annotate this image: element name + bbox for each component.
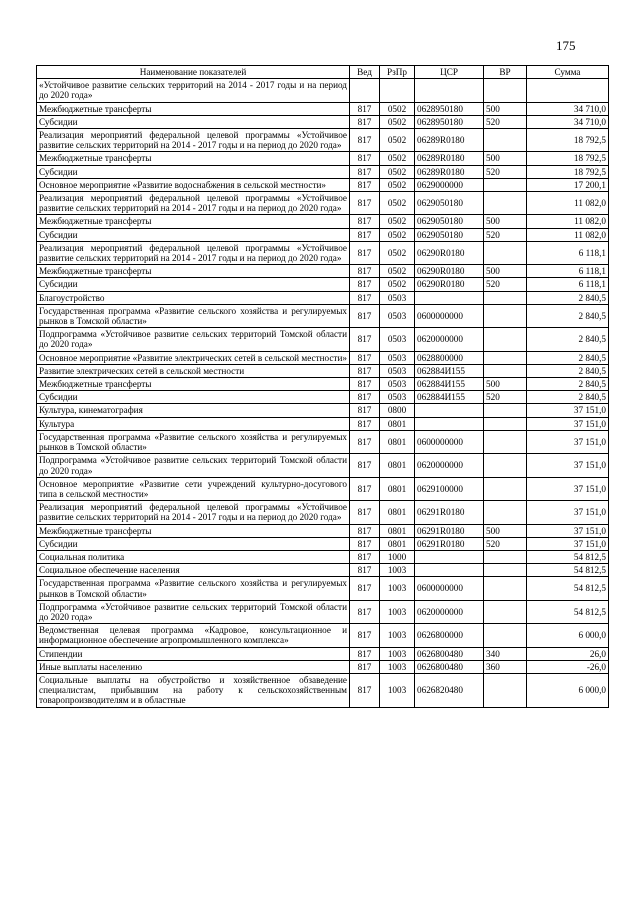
cell-ved: 817 xyxy=(350,115,380,128)
cell-vr xyxy=(484,192,527,215)
cell-sum: 37 151,0 xyxy=(527,417,609,430)
cell-vr: 500 xyxy=(484,102,527,115)
column-header-vr: ВР xyxy=(484,66,527,79)
cell-vr xyxy=(484,501,527,524)
table-row xyxy=(37,477,609,500)
cell-ved: 817 xyxy=(350,165,380,178)
cell-csr: 0629050180 xyxy=(415,215,484,228)
cell-ved: 817 xyxy=(350,430,380,453)
column-header-rzpr: РзПр xyxy=(380,66,415,79)
cell-sum: 6 118,1 xyxy=(527,278,609,291)
cell-ved xyxy=(350,79,380,102)
cell-vr xyxy=(484,430,527,453)
cell-name: Культура, кинематография xyxy=(37,404,350,417)
cell-vr xyxy=(484,328,527,351)
table-row xyxy=(37,192,609,215)
cell-name: Субсидии xyxy=(37,537,350,550)
cell-csr: 0626800000 xyxy=(415,624,484,647)
cell-csr: 0620000000 xyxy=(415,454,484,477)
cell-sum: 2 840,5 xyxy=(527,291,609,304)
cell-csr xyxy=(415,404,484,417)
cell-csr: 0600000000 xyxy=(415,430,484,453)
table-row xyxy=(37,624,609,647)
cell-rzpr: 0801 xyxy=(380,430,415,453)
cell-vr xyxy=(484,550,527,563)
cell-csr: 062884И155 xyxy=(415,364,484,377)
cell-csr: 06290R0180 xyxy=(415,241,484,264)
table-row xyxy=(37,278,609,291)
cell-vr xyxy=(484,304,527,327)
cell-sum: 17 200,1 xyxy=(527,178,609,191)
cell-ved: 817 xyxy=(350,564,380,577)
cell-name: «Устойчивое развитие сельских территорий на 2014 - 2017 годы и на период до 2020 года» xyxy=(37,79,350,102)
cell-sum: 54 812,5 xyxy=(527,600,609,623)
table-row xyxy=(37,165,609,178)
cell-rzpr: 0502 xyxy=(380,215,415,228)
cell-rzpr: 0502 xyxy=(380,129,415,152)
cell-sum: 2 840,5 xyxy=(527,378,609,391)
table-row xyxy=(37,291,609,304)
cell-vr: 520 xyxy=(484,165,527,178)
cell-sum: 18 792,5 xyxy=(527,152,609,165)
cell-sum: 6 000,0 xyxy=(527,624,609,647)
table-row xyxy=(37,265,609,278)
cell-vr: 500 xyxy=(484,524,527,537)
table-row xyxy=(37,129,609,152)
cell-sum: 6 118,1 xyxy=(527,265,609,278)
cell-sum: 6 118,1 xyxy=(527,241,609,264)
table-row xyxy=(37,351,609,364)
cell-sum: 11 082,0 xyxy=(527,192,609,215)
table-row xyxy=(37,241,609,264)
cell-rzpr: 0503 xyxy=(380,364,415,377)
cell-rzpr: 1003 xyxy=(380,564,415,577)
cell-vr xyxy=(484,241,527,264)
cell-csr: 062884И155 xyxy=(415,391,484,404)
cell-name: Реализация мероприятий федеральной целевой программы «Устойчивое развитие сельских территорий на 2014 - 2017 годы и на период до 2020 года» xyxy=(37,501,350,524)
table-row xyxy=(37,550,609,563)
cell-rzpr: 0502 xyxy=(380,178,415,191)
cell-csr: 0600000000 xyxy=(415,577,484,600)
cell-name: Основное мероприятие «Развитие сети учреждений культурно-досугового типа в сельской местности» xyxy=(37,477,350,500)
column-header-csr: ЦСР xyxy=(415,66,484,79)
cell-csr xyxy=(415,417,484,430)
cell-name: Социальные выплаты на обустройство и хозяйственное обзаведение специалистам, прибывшим на работу к сельскохозяйственным товаропроизводителям и в областные xyxy=(37,673,350,707)
cell-name: Социальное обеспечение населения xyxy=(37,564,350,577)
cell-name: Государственная программа «Развитие сельского хозяйства и регулируемых рынков в Томской области» xyxy=(37,430,350,453)
cell-sum: 2 840,5 xyxy=(527,351,609,364)
cell-name: Основное мероприятие «Развитие электрических сетей в сельской местности» xyxy=(37,351,350,364)
cell-csr: 0629100000 xyxy=(415,477,484,500)
cell-rzpr: 1003 xyxy=(380,624,415,647)
cell-sum: 54 812,5 xyxy=(527,577,609,600)
cell-sum: 37 151,0 xyxy=(527,537,609,550)
cell-sum: 26,0 xyxy=(527,647,609,660)
table-row xyxy=(37,454,609,477)
column-header-sum: Сумма xyxy=(527,66,609,79)
table-row xyxy=(37,228,609,241)
cell-rzpr: 0801 xyxy=(380,417,415,430)
cell-rzpr: 0502 xyxy=(380,152,415,165)
cell-sum: 37 151,0 xyxy=(527,524,609,537)
cell-ved: 817 xyxy=(350,660,380,673)
cell-ved: 817 xyxy=(350,129,380,152)
cell-ved: 817 xyxy=(350,304,380,327)
cell-csr: 0628950180 xyxy=(415,115,484,128)
cell-rzpr: 1003 xyxy=(380,577,415,600)
cell-name: Стипендии xyxy=(37,647,350,660)
cell-rzpr: 0801 xyxy=(380,454,415,477)
cell-csr: 06289R0180 xyxy=(415,165,484,178)
cell-ved: 817 xyxy=(350,178,380,191)
header-row xyxy=(37,66,609,79)
cell-name: Межбюджетные трансферты xyxy=(37,265,350,278)
cell-vr xyxy=(484,564,527,577)
cell-ved: 817 xyxy=(350,391,380,404)
page-number: 175 xyxy=(556,38,576,53)
cell-rzpr: 1003 xyxy=(380,600,415,623)
cell-ved: 817 xyxy=(350,351,380,364)
cell-name: Межбюджетные трансферты xyxy=(37,524,350,537)
cell-ved: 817 xyxy=(350,378,380,391)
cell-name: Межбюджетные трансферты xyxy=(37,152,350,165)
cell-ved: 817 xyxy=(350,600,380,623)
cell-ved: 817 xyxy=(350,241,380,264)
cell-rzpr: 0502 xyxy=(380,102,415,115)
cell-rzpr: 0502 xyxy=(380,165,415,178)
cell-csr xyxy=(415,291,484,304)
table-row xyxy=(37,537,609,550)
table-body xyxy=(37,79,609,707)
cell-ved: 817 xyxy=(350,364,380,377)
cell-vr xyxy=(484,178,527,191)
cell-name: Межбюджетные трансферты xyxy=(37,215,350,228)
cell-name: Подпрограмма «Устойчивое развитие сельских территорий Томской области до 2020 года» xyxy=(37,600,350,623)
cell-rzpr: 0502 xyxy=(380,265,415,278)
cell-name: Межбюджетные трансферты xyxy=(37,378,350,391)
cell-csr: 06289R0180 xyxy=(415,152,484,165)
cell-vr: 520 xyxy=(484,278,527,291)
cell-name: Межбюджетные трансферты xyxy=(37,102,350,115)
cell-rzpr: 0503 xyxy=(380,291,415,304)
cell-csr: 0629000000 xyxy=(415,178,484,191)
cell-vr: 500 xyxy=(484,152,527,165)
table-header xyxy=(37,66,609,79)
cell-csr: 06291R0180 xyxy=(415,501,484,524)
cell-csr: 0626800480 xyxy=(415,660,484,673)
cell-csr: 06289R0180 xyxy=(415,129,484,152)
cell-rzpr: 0502 xyxy=(380,278,415,291)
cell-name: Социальная политика xyxy=(37,550,350,563)
cell-vr: 360 xyxy=(484,660,527,673)
cell-sum: 37 151,0 xyxy=(527,430,609,453)
cell-vr xyxy=(484,417,527,430)
cell-rzpr: 1003 xyxy=(380,660,415,673)
cell-rzpr: 0801 xyxy=(380,501,415,524)
table-row xyxy=(37,215,609,228)
cell-name: Реализация мероприятий федеральной целевой программы «Устойчивое развитие сельских территорий на 2014 - 2017 годы и на период до 2020 года» xyxy=(37,129,350,152)
cell-rzpr: 0502 xyxy=(380,115,415,128)
cell-ved: 817 xyxy=(350,477,380,500)
cell-ved: 817 xyxy=(350,501,380,524)
cell-sum: 6 000,0 xyxy=(527,673,609,707)
cell-csr: 0620000000 xyxy=(415,600,484,623)
cell-rzpr: 0502 xyxy=(380,241,415,264)
cell-rzpr: 0503 xyxy=(380,391,415,404)
cell-rzpr: 1003 xyxy=(380,647,415,660)
cell-csr: 0629050180 xyxy=(415,228,484,241)
cell-sum: 54 812,5 xyxy=(527,564,609,577)
cell-ved: 817 xyxy=(350,454,380,477)
cell-csr xyxy=(415,79,484,102)
cell-ved: 817 xyxy=(350,328,380,351)
cell-sum: 2 840,5 xyxy=(527,364,609,377)
cell-rzpr: 0503 xyxy=(380,328,415,351)
cell-name: Государственная программа «Развитие сельского хозяйства и регулируемых рынков в Томской области» xyxy=(37,304,350,327)
cell-sum: 11 082,0 xyxy=(527,215,609,228)
cell-rzpr: 0801 xyxy=(380,524,415,537)
table-row xyxy=(37,364,609,377)
cell-name: Подпрограмма «Устойчивое развитие сельских территорий Томской области до 2020 года» xyxy=(37,454,350,477)
cell-sum: 18 792,5 xyxy=(527,165,609,178)
table-row xyxy=(37,115,609,128)
cell-sum: 2 840,5 xyxy=(527,391,609,404)
table-row xyxy=(37,79,609,102)
cell-rzpr: 0801 xyxy=(380,537,415,550)
cell-csr: 0628950180 xyxy=(415,102,484,115)
cell-sum: 54 812,5 xyxy=(527,550,609,563)
cell-ved: 817 xyxy=(350,577,380,600)
cell-vr xyxy=(484,364,527,377)
cell-vr xyxy=(484,291,527,304)
cell-rzpr: 0503 xyxy=(380,351,415,364)
cell-csr: 0628800000 xyxy=(415,351,484,364)
table-row xyxy=(37,660,609,673)
table-row xyxy=(37,524,609,537)
table-row xyxy=(37,647,609,660)
cell-name: Субсидии xyxy=(37,165,350,178)
cell-sum: 2 840,5 xyxy=(527,304,609,327)
cell-sum: 37 151,0 xyxy=(527,477,609,500)
cell-vr xyxy=(484,404,527,417)
cell-rzpr: 0801 xyxy=(380,477,415,500)
cell-sum: 37 151,0 xyxy=(527,501,609,524)
cell-vr: 500 xyxy=(484,378,527,391)
cell-ved: 817 xyxy=(350,228,380,241)
table-row xyxy=(37,102,609,115)
cell-name: Субсидии xyxy=(37,228,350,241)
cell-name: Развитие электрических сетей в сельской местности xyxy=(37,364,350,377)
column-header-name: Наименование показателей xyxy=(37,66,350,79)
cell-name: Реализация мероприятий федеральной целевой программы «Устойчивое развитие сельских территорий на 2014 - 2017 годы и на период до 2020 года» xyxy=(37,192,350,215)
cell-csr: 06290R0180 xyxy=(415,278,484,291)
cell-rzpr xyxy=(380,79,415,102)
cell-ved: 817 xyxy=(350,404,380,417)
cell-vr: 340 xyxy=(484,647,527,660)
table-row xyxy=(37,378,609,391)
cell-csr: 0626820480 xyxy=(415,673,484,707)
cell-ved: 817 xyxy=(350,152,380,165)
cell-name: Субсидии xyxy=(37,115,350,128)
cell-rzpr: 1003 xyxy=(380,673,415,707)
cell-vr: 520 xyxy=(484,228,527,241)
cell-sum: 18 792,5 xyxy=(527,129,609,152)
cell-ved: 817 xyxy=(350,550,380,563)
cell-vr xyxy=(484,351,527,364)
table-row xyxy=(37,178,609,191)
cell-name: Подпрограмма «Устойчивое развитие сельских территорий Томской области до 2020 года» xyxy=(37,328,350,351)
cell-vr xyxy=(484,79,527,102)
cell-sum: 2 840,5 xyxy=(527,328,609,351)
cell-vr: 500 xyxy=(484,265,527,278)
cell-sum: -26,0 xyxy=(527,660,609,673)
cell-ved: 817 xyxy=(350,647,380,660)
cell-vr xyxy=(484,673,527,707)
table-row xyxy=(37,600,609,623)
cell-vr xyxy=(484,624,527,647)
cell-name: Культура xyxy=(37,417,350,430)
cell-vr: 500 xyxy=(484,215,527,228)
cell-vr: 520 xyxy=(484,537,527,550)
cell-ved: 817 xyxy=(350,524,380,537)
cell-ved: 817 xyxy=(350,192,380,215)
column-header-ved: Вед xyxy=(350,66,380,79)
cell-ved: 817 xyxy=(350,278,380,291)
cell-ved: 817 xyxy=(350,265,380,278)
cell-ved: 817 xyxy=(350,102,380,115)
cell-name: Субсидии xyxy=(37,278,350,291)
cell-name: Субсидии xyxy=(37,391,350,404)
cell-ved: 817 xyxy=(350,215,380,228)
cell-vr xyxy=(484,600,527,623)
cell-csr: 06291R0180 xyxy=(415,537,484,550)
cell-sum xyxy=(527,79,609,102)
cell-csr xyxy=(415,550,484,563)
budget-table xyxy=(36,65,609,708)
table-row xyxy=(37,152,609,165)
cell-rzpr: 0502 xyxy=(380,192,415,215)
cell-rzpr: 0503 xyxy=(380,304,415,327)
cell-sum: 34 710,0 xyxy=(527,102,609,115)
cell-csr: 0600000000 xyxy=(415,304,484,327)
table-row xyxy=(37,564,609,577)
cell-csr: 0620000000 xyxy=(415,328,484,351)
cell-name: Иные выплаты населению xyxy=(37,660,350,673)
table-row xyxy=(37,577,609,600)
table-row xyxy=(37,417,609,430)
cell-rzpr: 1000 xyxy=(380,550,415,563)
cell-vr xyxy=(484,454,527,477)
cell-rzpr: 0502 xyxy=(380,228,415,241)
cell-csr: 062884И155 xyxy=(415,378,484,391)
table-row xyxy=(37,391,609,404)
cell-ved: 817 xyxy=(350,537,380,550)
cell-rzpr: 0800 xyxy=(380,404,415,417)
cell-vr xyxy=(484,477,527,500)
cell-name: Государственная программа «Развитие сельского хозяйства и регулируемых рынков в Томской области» xyxy=(37,577,350,600)
cell-sum: 37 151,0 xyxy=(527,454,609,477)
cell-csr xyxy=(415,564,484,577)
cell-name: Реализация мероприятий федеральной целевой программы «Устойчивое развитие сельских территорий на 2014 - 2017 годы и на период до 2020 года» xyxy=(37,241,350,264)
cell-ved: 817 xyxy=(350,673,380,707)
cell-name: Ведомственная целевая программа «Кадровое, консультационное и информационное обеспечение агропромышленного комплекса» xyxy=(37,624,350,647)
table-row xyxy=(37,430,609,453)
cell-csr: 06291R0180 xyxy=(415,524,484,537)
cell-csr: 0629050180 xyxy=(415,192,484,215)
cell-sum: 34 710,0 xyxy=(527,115,609,128)
cell-vr xyxy=(484,129,527,152)
table-row xyxy=(37,328,609,351)
cell-ved: 817 xyxy=(350,624,380,647)
cell-vr: 520 xyxy=(484,391,527,404)
cell-rzpr: 0503 xyxy=(380,378,415,391)
cell-sum: 11 082,0 xyxy=(527,228,609,241)
cell-name: Благоустройство xyxy=(37,291,350,304)
table-row xyxy=(37,501,609,524)
cell-vr: 520 xyxy=(484,115,527,128)
table-row xyxy=(37,673,609,707)
cell-csr: 06290R0180 xyxy=(415,265,484,278)
cell-vr xyxy=(484,577,527,600)
table-row xyxy=(37,304,609,327)
cell-sum: 37 151,0 xyxy=(527,404,609,417)
table-row xyxy=(37,404,609,417)
cell-ved: 817 xyxy=(350,417,380,430)
cell-csr: 0626800480 xyxy=(415,647,484,660)
cell-ved: 817 xyxy=(350,291,380,304)
cell-name: Основное мероприятие «Развитие водоснабжения в сельской местности» xyxy=(37,178,350,191)
